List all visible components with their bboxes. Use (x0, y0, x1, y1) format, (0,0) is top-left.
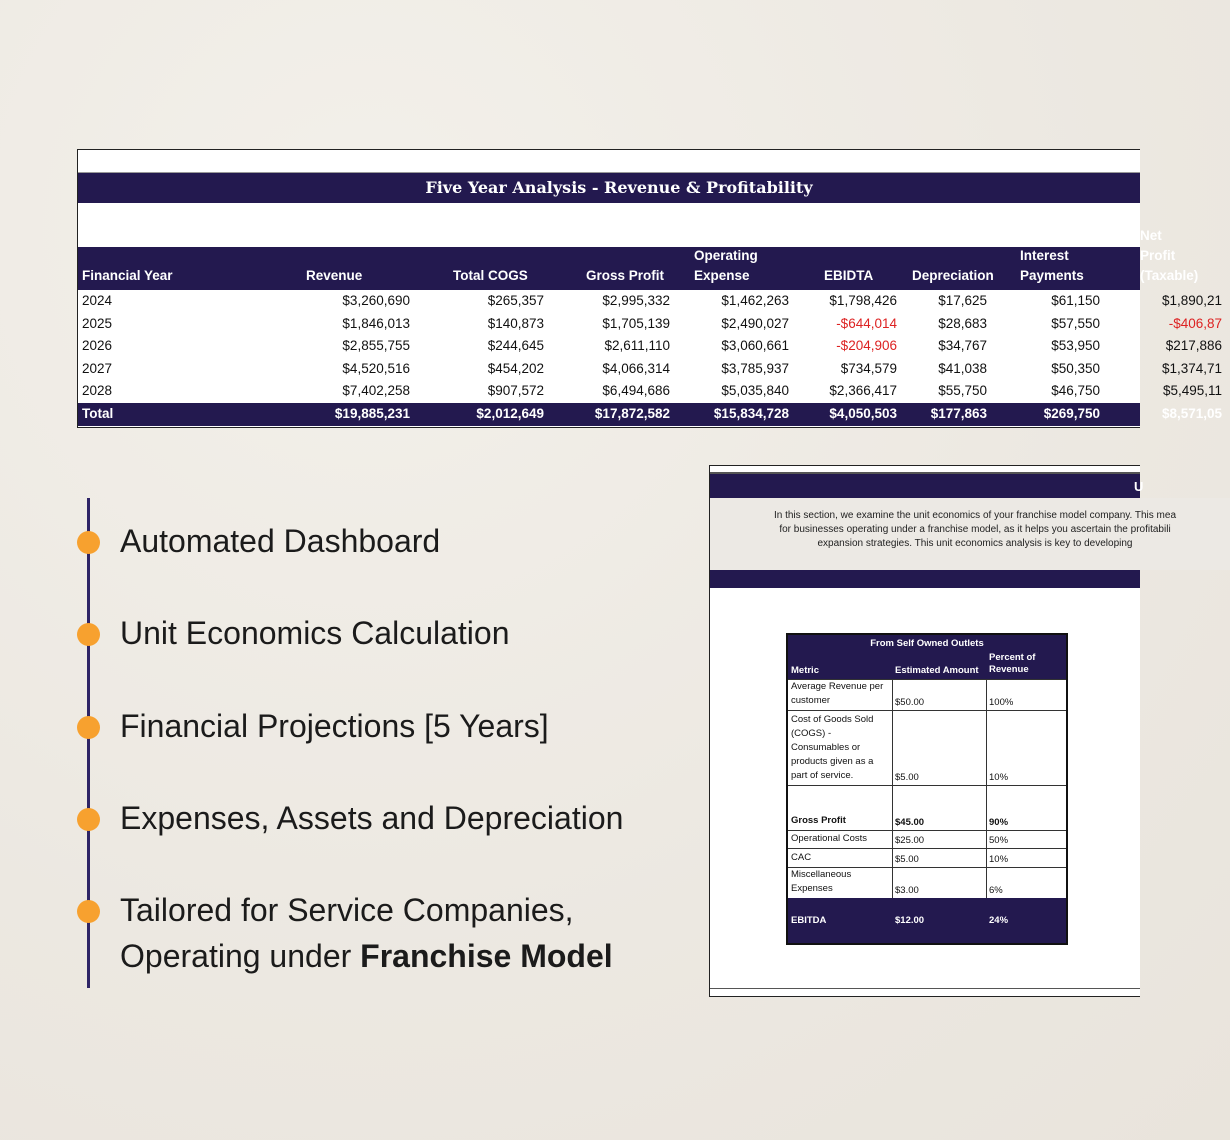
header-gross-profit: Gross Profit (586, 268, 665, 283)
ue-desc-line3: expansion strategies. This unit economics analysis is key to developing (817, 538, 1133, 549)
total-cogs: $2,012,649 (476, 405, 544, 421)
col-divider (986, 680, 987, 710)
ue-col-percent-line2: Revenue (989, 664, 1029, 675)
total-gross-profit: $17,872,582 (594, 405, 670, 421)
cell-opex: $2,490,027 (721, 315, 789, 331)
table-row (78, 358, 1222, 381)
bullet-dot-icon (77, 808, 100, 831)
cell-year: 2028 (82, 383, 113, 398)
ue-metric: Operational Costs (791, 833, 868, 844)
cell-ebitda: $2,366,417 (829, 383, 897, 398)
col-divider (892, 786, 893, 830)
feature-financial-projections: Financial Projections [5 Years] (120, 708, 549, 744)
bullet-dot-icon (77, 623, 100, 646)
total-label: Total (82, 405, 114, 421)
ue-col-percent (989, 652, 1035, 676)
cell-interest: $57,550 (1051, 315, 1100, 331)
total-opex: $15,834,728 (713, 405, 789, 421)
cell-net-profit: $1,890,21 (1161, 293, 1222, 308)
ue-metric-line: customer (791, 695, 831, 706)
cell-year: 2025 (82, 315, 113, 331)
cell-interest: $46,750 (1051, 383, 1100, 398)
cell-ebitda: -$644,014 (836, 315, 897, 331)
ue-ebitda-row (788, 898, 1066, 943)
ue-desc-line2: for businesses operating under a franchise model, as it helps you ascertain the profitabili (779, 524, 1171, 535)
cell-revenue: $3,260,690 (342, 293, 410, 308)
cell-depreciation: $41,038 (938, 360, 987, 376)
feature-tailored-line1: Tailored for Service Companies, (120, 892, 574, 928)
ue-amount: $45.00 (895, 817, 925, 828)
cell-gross-profit: $6,494,686 (602, 383, 670, 398)
col-divider (892, 680, 893, 710)
ue-col-percent-line1: Percent of (989, 652, 1036, 663)
ue-percent: 10% (989, 854, 1009, 865)
cell-depreciation: $28,683 (938, 315, 987, 331)
ue-percent: 100% (989, 697, 1014, 708)
cell-gross-profit: $1,705,139 (602, 315, 670, 331)
col-divider (892, 711, 893, 785)
header-interest: Interest (1020, 248, 1069, 263)
cell-cogs: $140,873 (487, 315, 544, 331)
five-year-title-bar (78, 173, 1140, 203)
cell-net-profit: -$406,87 (1168, 315, 1222, 331)
total-interest: $269,750 (1043, 405, 1100, 421)
table-row (788, 679, 1066, 710)
ue-percent: 50% (989, 835, 1009, 846)
cell-interest: $53,950 (1051, 338, 1100, 353)
ue-metric-line: (COGS) - (791, 728, 832, 739)
cell-ebitda: -$204,906 (836, 338, 897, 353)
total-ebitda: $4,050,503 (829, 405, 897, 421)
cell-interest: $50,350 (1051, 360, 1100, 376)
header-total-cogs: Total COGS (453, 268, 528, 283)
table-row (788, 710, 1066, 785)
cell-opex: $3,785,937 (721, 360, 789, 376)
cell-ebitda: $1,798,426 (829, 293, 897, 308)
cell-cogs: $454,202 (487, 360, 544, 376)
ue-amount: $5.00 (895, 854, 919, 865)
col-divider (892, 849, 893, 867)
ue-ebitda-label: EBITDA (791, 915, 827, 926)
col-divider (892, 831, 893, 848)
ue-percent: 6% (989, 885, 1003, 896)
feature-expenses-assets: Expenses, Assets and Depreciation (120, 800, 624, 836)
cell-cogs: $265,357 (487, 293, 544, 308)
col-divider (986, 831, 987, 848)
total-net-profit: $8,571,05 (1161, 405, 1222, 421)
cell-revenue: $7,402,258 (342, 383, 410, 398)
ue-bottom-strip (710, 988, 1140, 996)
table-total-row (78, 403, 1222, 426)
ue-metric (791, 713, 891, 783)
feature-tailored-prefix: Operating under (120, 938, 361, 974)
ue-percent: 90% (989, 817, 1009, 828)
total-revenue: $19,885,231 (334, 405, 410, 421)
feature-unit-economics: Unit Economics Calculation (120, 615, 510, 651)
ue-metric-line: Miscellaneous (791, 869, 852, 880)
cell-interest: $61,150 (1051, 293, 1100, 308)
feature-franchise-model: Franchise Model (360, 938, 613, 974)
unit-economics-card (709, 465, 1177, 997)
bullet-dot-icon (77, 531, 100, 554)
cell-depreciation: $17,625 (938, 293, 987, 308)
sheet-top-strip (78, 150, 1140, 173)
ue-col-metric: Metric (791, 665, 819, 676)
ue-amount: $50.00 (895, 697, 925, 708)
ue-metric (791, 868, 891, 896)
ue-col-amount: Estimated Amount (895, 665, 979, 676)
ue-percent: 10% (989, 772, 1009, 783)
ue-amount: $3.00 (895, 885, 919, 896)
bullet-dot-icon (77, 900, 100, 923)
table-row (788, 848, 1066, 867)
ue-metric-line: Expenses (791, 883, 833, 894)
ue-metric-line: part of service. (791, 770, 854, 781)
header-depreciation: Depreciation (912, 268, 994, 283)
ue-table-title: From Self Owned Outlets (870, 638, 984, 649)
ue-metric (791, 680, 891, 708)
cell-opex: $3,060,661 (721, 338, 789, 353)
ue-title-letter: U (1134, 479, 1144, 494)
col-divider (986, 849, 987, 867)
header-operating: Operating (694, 248, 758, 263)
five-year-analysis-card (77, 149, 1222, 428)
five-year-title: Five Year Analysis - Revenue & Profitability (425, 178, 813, 197)
table-row (78, 380, 1222, 403)
cell-revenue: $4,520,516 (342, 360, 410, 376)
blank-spacer-row (78, 203, 1140, 247)
ue-metric: CAC (791, 852, 812, 863)
cell-year: 2027 (82, 360, 113, 376)
header-net-profit: Net Profit (1140, 228, 1176, 263)
table-row (78, 335, 1222, 358)
ue-ebitda-percent: 24% (989, 915, 1009, 926)
header-taxable: (Taxable) (1140, 268, 1199, 283)
header-financial-year: Financial Year (82, 268, 173, 283)
col-divider (892, 868, 893, 898)
five-year-table (78, 228, 1222, 426)
cell-depreciation: $34,767 (938, 338, 987, 353)
header-revenue: Revenue (306, 268, 363, 283)
ue-ebitda-amount: $12.00 (895, 915, 925, 926)
cell-ebitda: $734,579 (840, 360, 897, 376)
ue-metric-line: Cost of Goods Sold (791, 714, 874, 725)
cell-cogs: $244,645 (487, 338, 544, 353)
cell-depreciation: $55,750 (938, 383, 987, 398)
ue-metric: Gross Profit (791, 815, 846, 826)
cell-year: 2026 (82, 338, 113, 353)
ue-metric-line: products given as a (791, 756, 874, 767)
unit-economics-table (786, 633, 1068, 945)
cell-opex: $5,035,840 (721, 383, 789, 398)
ue-amount: $5.00 (895, 772, 919, 783)
cell-gross-profit: $2,995,332 (602, 293, 670, 308)
ue-metric-line: Consumables or (791, 742, 861, 753)
cell-gross-profit: $4,066,314 (602, 360, 670, 376)
table-row (78, 290, 1222, 313)
ue-title-bar (710, 474, 1144, 498)
header-payments: Payments (1020, 268, 1084, 283)
cell-cogs: $907,572 (487, 383, 544, 398)
cell-net-profit: $1,374,71 (1161, 360, 1222, 376)
ue-amount: $25.00 (895, 835, 925, 846)
col-divider (986, 868, 987, 898)
header-expense: Expense (694, 268, 750, 283)
cell-revenue: $1,846,013 (342, 315, 410, 331)
col-divider (986, 786, 987, 830)
cell-net-profit: $217,886 (1165, 338, 1222, 353)
cell-revenue: $2,855,755 (342, 338, 410, 353)
col-divider (986, 711, 987, 785)
table-row (788, 785, 1066, 830)
ue-description (710, 498, 1230, 570)
feature-tailored-line2 (120, 933, 613, 979)
table-row (78, 313, 1222, 336)
bullet-dot-icon (77, 716, 100, 739)
cell-gross-profit: $2,611,110 (604, 338, 670, 353)
feature-automated-dashboard: Automated Dashboard (120, 523, 441, 559)
cell-opex: $1,462,263 (721, 293, 789, 308)
header-ebidta: EBIDTA (824, 268, 874, 283)
ue-table-header (788, 635, 1066, 679)
table-row (788, 830, 1066, 848)
ue-divider-bar (710, 570, 1140, 588)
five-year-table-header (78, 228, 1199, 290)
ue-metric-line: Average Revenue per (791, 681, 884, 692)
cell-year: 2024 (82, 293, 113, 308)
table-row (788, 867, 1066, 898)
ue-top-strip (710, 466, 1140, 474)
feature-tailored-service (120, 887, 613, 979)
ue-desc-line1: In this section, we examine the unit economics of your franchise model company. This mea (773, 510, 1177, 521)
cell-net-profit: $5,495,11 (1162, 383, 1222, 398)
total-depreciation: $177,863 (930, 405, 987, 421)
